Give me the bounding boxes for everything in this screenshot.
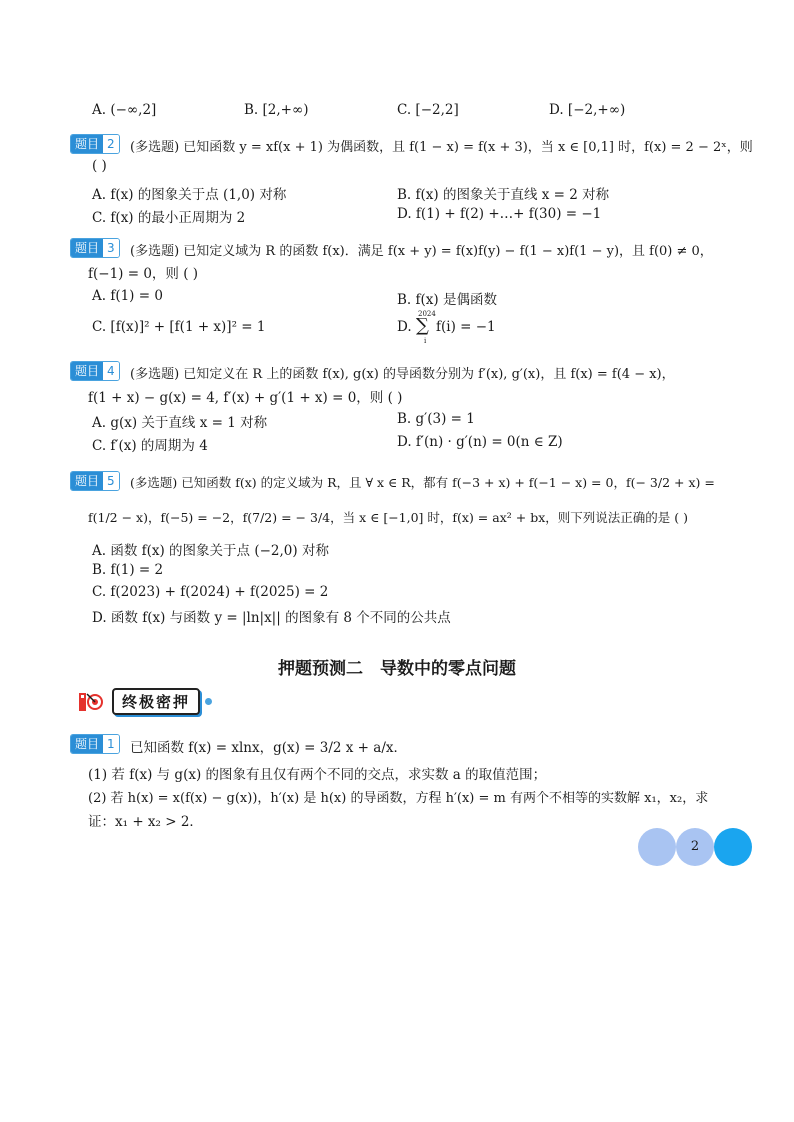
q1-part2-cont: 证：x₁ + x₂ > 2． [88,814,203,830]
question-tag: 题目 3 [70,238,120,258]
prev-option-c: C. [−2,2] [397,102,459,118]
q3-stem-line2: f(−1) = 0，则 ( ) [88,266,199,282]
q4-option-b: B. g′(3) = 1 [397,411,475,427]
q4-option-a: A. g(x) 关于直线 x = 1 对称 [92,415,268,431]
banner-dot-icon [205,698,212,705]
prev-option-b: B. [2,+∞) [244,102,309,118]
q3-stem-line1: (多选题) 已知定义域为 R 的函数 f(x)．满足 f(x + y) = f(x)f(y) − f(1 − x)f(1 − y)，且 f(0) ≠ 0， [130,244,713,259]
q2-option-c: C. f(x) 的最小正周期为 2 [92,210,246,226]
target-icon [78,690,104,714]
summation-symbol: ∑ [416,315,429,336]
page-number-badge [638,828,752,866]
q2-option-a: A. f(x) 的图象关于点 (1,0) 对称 [92,187,287,203]
q2-option-d: D. f(1) + f(2) +…+ f(30) = −1 [397,206,602,222]
summation-body: f(i) = −1 [436,319,496,335]
question-tag: 题目 2 [70,134,120,154]
q2-stem-line1: (多选题) 已知函数 y = xf(x + 1) 为偶函数，且 f(1 − x) = f(x + 3)，当 x ∈ [0,1] 时，f(x) = 2 − 2ˣ，则 [130,140,753,155]
prev-option-a: A. (−∞,2] [92,102,157,118]
page-circle-right [714,828,752,866]
q3-option-b: B. f(x) 是偶函数 [397,292,497,308]
q4-option-d: D. f′(n) · g′(n) = 0(n ∈ Z) [397,434,563,450]
q1-part2: (2) 若 h(x) = x(f(x) − g(x))，h′(x) 是 h(x) 的导函数，方程 h′(x) = m 有两个不相等的实数解 x₁，x₂，求 [88,791,709,806]
section-banner [78,688,212,715]
q4-stem-line1: (多选题) 已知定义在 R 上的函数 f(x), g(x) 的导函数分别为 f′(x), g′(x)，且 f(x) = f(4 − x)， [130,367,675,382]
page-circle-left [638,828,676,866]
q4-stem-line2: f(1 + x) − g(x) = 4, f′(x) + g′(1 + x) = 0，则 ( ) [88,390,403,406]
q5-option-c: C. f(2023) + f(2024) + f(2025) = 2 [92,584,329,600]
q4-option-c: C. f′(x) 的周期为 4 [92,438,208,454]
q5-option-d: D. 函数 f(x) 与函数 y = |ln|x|| 的图象有 8 个不同的公共点 [92,610,451,626]
summation-lower-limit: i [424,337,427,345]
q3-option-c: C. [f(x)]² + [f(1 + x)]² = 1 [92,319,266,335]
page-number: 2 [690,839,700,854]
q5-option-b: B. f(1) = 2 [92,562,164,578]
question-tag: 题目 5 [70,471,120,491]
q2-option-b: B. f(x) 的图象关于直线 x = 2 对称 [397,187,610,203]
q5-stem-line1: (多选题) 已知函数 f(x) 的定义域为 R，且 ∀ x ∈ R，都有 f(−3 + x) + f(−1 − x) = 0，f(− 3/2 + x) = [130,475,715,490]
q1-stem: 已知函数 f(x) = xlnx，g(x) = 3/2 x + a/x． [130,740,407,756]
question-tag: 题目 1 [70,734,120,754]
prev-option-d: D. [−2,+∞) [549,102,626,118]
q2-stem-line2: ( ) [92,158,107,174]
q5-option-a: A. 函数 f(x) 的图象关于点 (−2,0) 对称 [92,543,329,559]
q5-stem-line2: f(1/2 − x)，f(−5) = −2，f(7/2) = − 3/4，当 x ∈ [−1,0] 时，f(x) = ax² + bx，则下列说法正确的是 ( ) [88,510,688,525]
question-tag: 题目 4 [70,361,120,381]
section-title: 押题预测二 导数中的零点问题 [278,659,516,679]
banner-label: 终极密押 [112,688,200,715]
q1-part1: (1) 若 f(x) 与 g(x) 的图象有且仅有两个不同的交点，求实数 a 的取值范围； [88,767,547,783]
q3-option-a: A. f(1) = 0 [92,288,163,304]
q3-option-d: D. [397,319,412,335]
summation-upper-limit: 2024 [418,310,436,318]
